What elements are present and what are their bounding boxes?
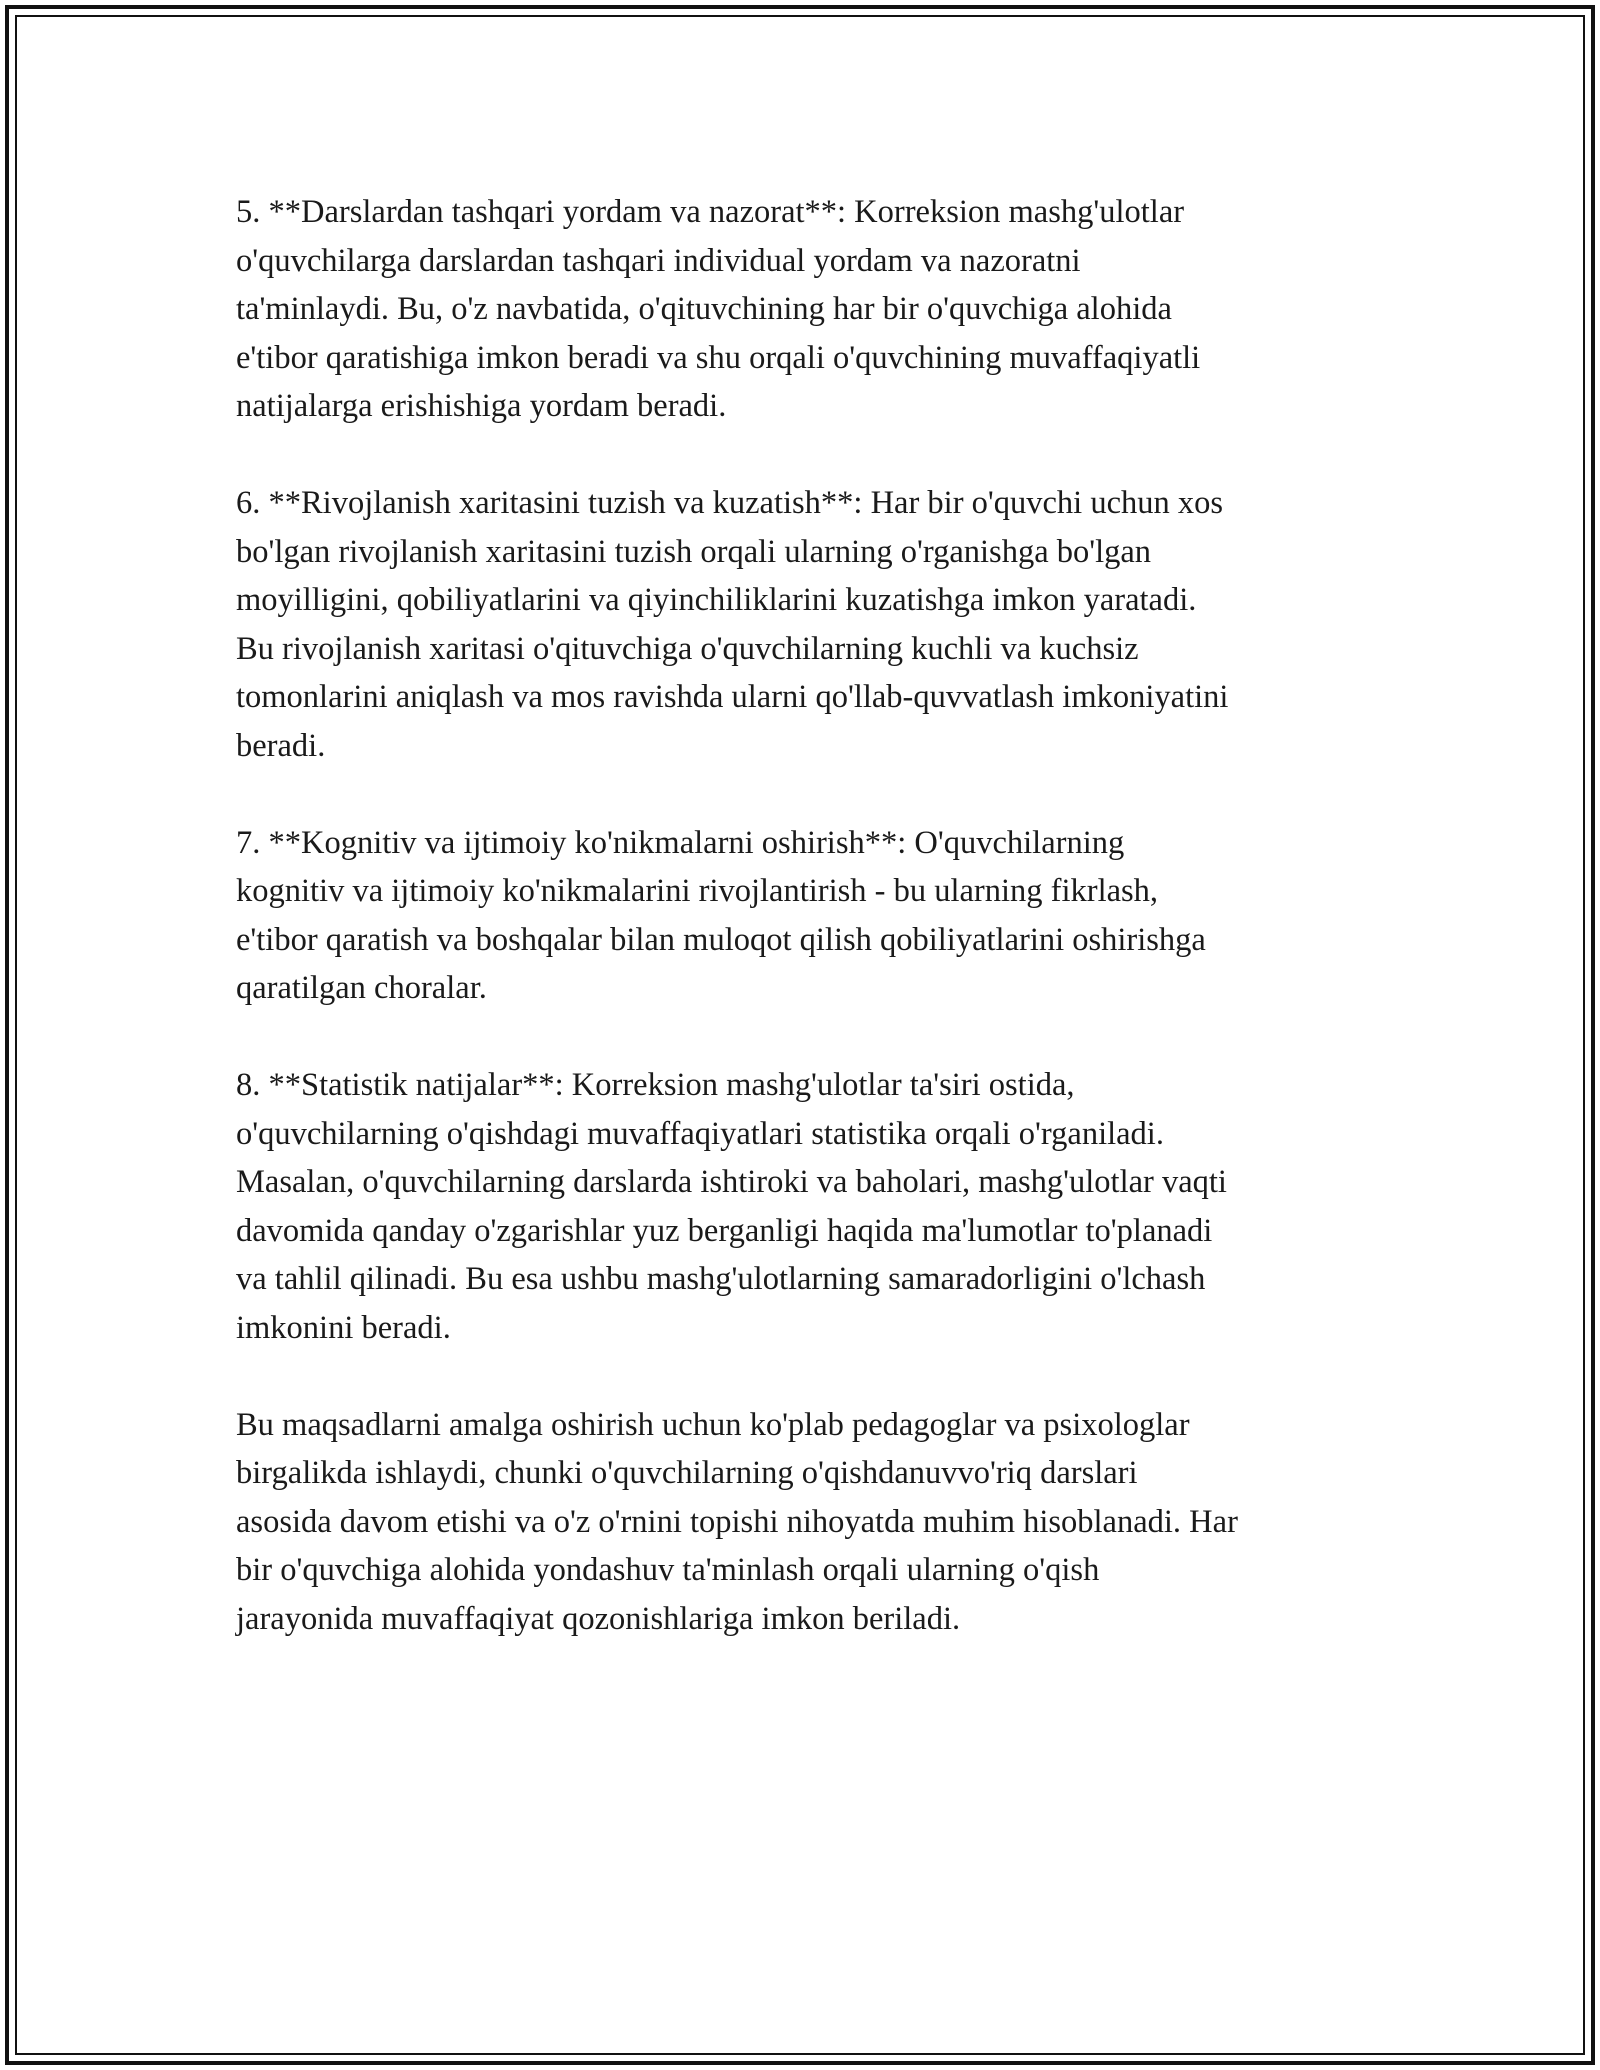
text-line: beradi. (236, 727, 326, 764)
text-line: davomida qanday o'zgarishlar yuz berganligi haqida ma'lumotlar to'planadi (236, 1212, 1213, 1249)
text-line: 8. **Statistik natijalar**: Korreksion mashg'ulotlar ta'siri ostida, (236, 1067, 1075, 1103)
text-line: 7. **Kognitiv va ijtimoiy ko'nikmalarni oshirish**: O'quvchilarning (236, 824, 1125, 861)
document-body (236, 188, 1376, 1643)
text-line: o'quvchilarning o'qishdagi muvaffaqiyatlari statistika orqali o'rganiladi. (236, 1115, 1164, 1152)
text-line: qaratilgan choralar. (236, 970, 487, 1006)
text-line: 5. **Darslardan tashqari yordam va nazorat**: Korreksion mashg'ulotlar (236, 194, 1185, 230)
text-line: e'tibor qaratish va boshqalar bilan muloqot qilish qobiliyatlarini oshirishga (236, 921, 1206, 958)
paragraph-item-7 (236, 819, 1376, 1013)
text-line: jarayonida muvaffaqiyat qozonishlariga imkon beriladi. (236, 1600, 961, 1637)
text-line: ta'minlaydi. Bu, o'z navbatida, o'qituvchining har bir o'quvchiga alohida (236, 291, 1172, 327)
text-line: 6. **Rivojlanish xaritasini tuzish va kuzatish**: Har bir o'quvchi uchun xos (236, 485, 1224, 521)
text-line: Masalan, o'quvchilarning darslarda ishtiroki va baholari, mashg'ulotlar vaqti (236, 1164, 1227, 1200)
text-line: tomonlarini aniqlash va mos ravishda ularni qo'llab-quvvatlash imkoniyatini (236, 679, 1229, 715)
paragraph-item-5 (236, 188, 1376, 431)
text-line: kognitiv va ijtimoiy ko'nikmalarini rivojlantirish - bu ularning fikrlash, (236, 873, 1159, 909)
text-line: bo'lgan rivojlanish xaritasini tuzish orqali ularning o'rganishga bo'lgan (236, 533, 1152, 570)
text-line: imkonini beradi. (236, 1309, 451, 1346)
paragraph-item-8 (236, 1061, 1376, 1352)
text-line: Bu rivojlanish xaritasi o'qituvchiga o'quvchilarning kuchli va kuchsiz (236, 630, 1139, 667)
text-line: e'tibor qaratishiga imkon beradi va shu orqali o'quvchining muvaffaqiyatli (236, 339, 1201, 376)
text-line: va tahlil qilinadi. Bu esa ushbu mashg'ulotlarning samaradorligini o'lchash (236, 1261, 1206, 1297)
text-line: birgalikda ishlaydi, chunki o'quvchilarning o'qishdanuvvo'riq darslari (236, 1455, 1138, 1491)
text-line: moyilligini, qobiliyatlarini va qiyinchiliklarini kuzatishga imkon yaratadi. (236, 582, 1197, 618)
text-line: Bu maqsadlarni amalga oshirish uchun ko'plab pedagoglar va psixologlar (236, 1406, 1190, 1443)
text-line: o'quvchilarga darslardan tashqari individual yordam va nazoratni (236, 242, 1081, 279)
text-line: natijalarga erishishiga yordam beradi. (236, 388, 727, 424)
paragraph-conclusion (236, 1401, 1376, 1644)
paragraph-item-6 (236, 479, 1376, 770)
text-line: asosida davom etishi va o'z o'rnini topishi nihoyatda muhim hisoblanadi. Har (236, 1503, 1238, 1540)
text-line: bir o'quvchiga alohida yondashuv ta'minlash orqali ularning o'qish (236, 1552, 1100, 1588)
